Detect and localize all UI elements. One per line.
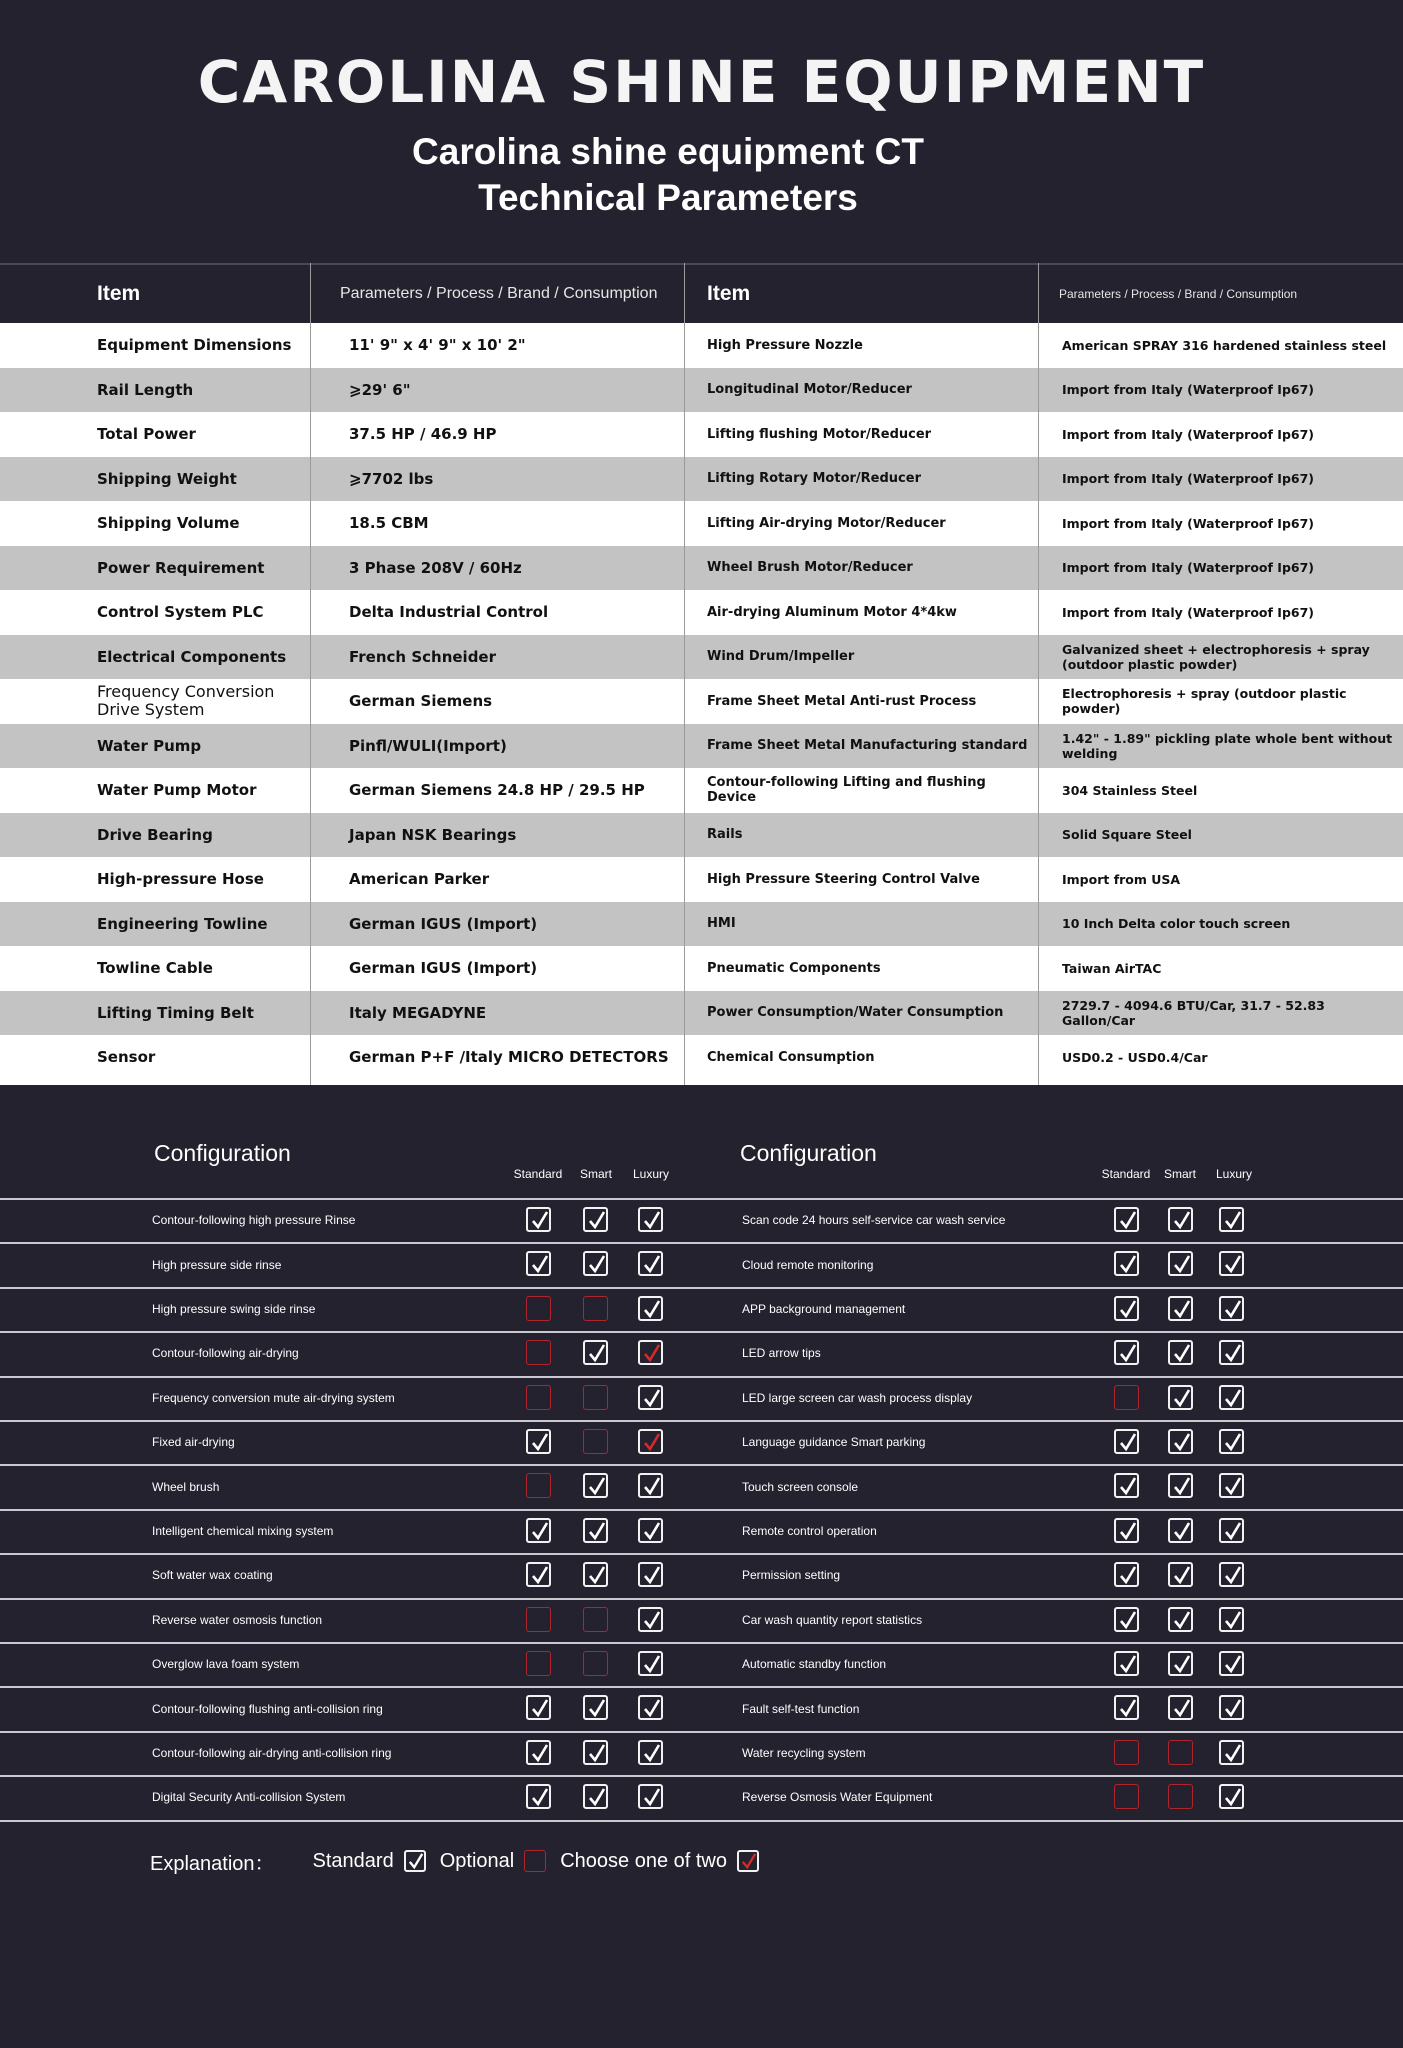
checked-box-icon xyxy=(1168,1429,1193,1454)
feature-label: Contour-following flushing anti-collision ring xyxy=(152,1701,383,1716)
table-row xyxy=(0,368,1403,413)
config-row xyxy=(0,1464,1403,1508)
checked-box-icon xyxy=(638,1473,663,1498)
item-value-2: Import from Italy (Waterproof Ip67) xyxy=(1062,471,1315,487)
subtitle-line-1: Carolina shine equipment CT xyxy=(412,131,924,172)
checked-box-icon xyxy=(1114,1296,1139,1321)
column-divider xyxy=(1038,263,1039,1085)
item-name: Towline Cable xyxy=(97,959,213,978)
checked-box-icon xyxy=(1219,1429,1244,1454)
item-name-2: Wind Drum/Impeller xyxy=(707,649,855,665)
checked-box-icon xyxy=(583,1518,608,1543)
checked-box-icon xyxy=(1219,1296,1244,1321)
checked-box-icon xyxy=(1168,1207,1193,1232)
item-name-2: Frame Sheet Metal Anti-rust Process xyxy=(707,693,977,709)
checked-box-icon xyxy=(1219,1562,1244,1587)
table-row xyxy=(0,546,1403,591)
item-value: 3 Phase 208V / 60Hz xyxy=(349,558,522,577)
feature-label: Contour-following high pressure Rinse xyxy=(152,1213,356,1228)
checked-box-icon xyxy=(638,1518,663,1543)
config-title-left: Configuration xyxy=(154,1140,291,1166)
config-row xyxy=(0,1331,1403,1375)
item-value-2: Import from Italy (Waterproof Ip67) xyxy=(1062,426,1315,442)
checked-box-icon xyxy=(526,1695,551,1720)
item-name-2: Power Consumption/Water Consumption xyxy=(707,1005,1004,1021)
column-standard-left: Standard xyxy=(513,1167,563,1181)
checked-box-icon xyxy=(526,1251,551,1276)
item-value: German Siemens xyxy=(349,692,493,711)
header-banner xyxy=(0,0,1403,263)
item-name: Engineering Towline xyxy=(97,914,268,933)
table-row xyxy=(0,412,1403,457)
checked-box-icon xyxy=(1168,1695,1193,1720)
table-row xyxy=(0,501,1403,546)
column-divider xyxy=(684,263,685,1085)
item-value: ⩾7702 lbs xyxy=(349,469,434,488)
feature-label: Contour-following air-drying xyxy=(152,1346,299,1361)
config-row xyxy=(0,1642,1403,1686)
empty-box-icon xyxy=(1168,1784,1193,1809)
item-value-2: 10 Inch Delta color touch screen xyxy=(1062,916,1291,932)
item-value: German IGUS (Import) xyxy=(349,914,538,933)
empty-box-icon xyxy=(583,1429,608,1454)
item-name-2: Lifting Rotary Motor/Reducer xyxy=(707,471,921,487)
checked-box-icon xyxy=(638,1695,663,1720)
checked-box-icon xyxy=(1219,1518,1244,1543)
checked-box-icon xyxy=(1114,1429,1139,1454)
checked-box-icon xyxy=(526,1207,551,1232)
checked-box-icon xyxy=(1114,1251,1139,1276)
feature-label: Cloud remote monitoring xyxy=(742,1257,874,1272)
feature-label: Fixed air-drying xyxy=(152,1435,235,1450)
item-value-2: Solid Square Steel xyxy=(1062,827,1192,843)
item-value: American Parker xyxy=(349,870,490,889)
item-name: Water Pump Motor xyxy=(97,781,257,800)
config-title-right: Configuration xyxy=(740,1140,877,1166)
item-name: Electrical Components xyxy=(97,647,287,666)
feature-label: Soft water wax coating xyxy=(152,1568,273,1583)
checked-box-icon xyxy=(1114,1562,1139,1587)
item-value-2: Galvanized sheet + electrophoresis + spray (outdoor plastic powder) xyxy=(1062,641,1370,672)
config-row xyxy=(0,1509,1403,1553)
config-row xyxy=(0,1420,1403,1464)
empty-box-icon xyxy=(1114,1385,1139,1410)
header-params-2: Parameters / Process / Brand / Consumption xyxy=(1059,287,1298,301)
checked-box-icon xyxy=(583,1340,608,1365)
column-standard-right: Standard xyxy=(1101,1167,1151,1181)
feature-label: Automatic standby function xyxy=(742,1657,887,1672)
feature-label: Fault self-test function xyxy=(742,1701,860,1716)
row-divider xyxy=(0,1820,1403,1822)
column-smart-left: Smart xyxy=(579,1167,612,1181)
empty-box-icon xyxy=(1114,1784,1139,1809)
feature-label: LED arrow tips xyxy=(742,1346,821,1361)
checked-box-icon xyxy=(1219,1784,1244,1809)
item-value-2: Taiwan AirTAC xyxy=(1062,960,1162,976)
item-value: 11' 9" x 4' 9" x 10' 2" xyxy=(349,336,526,355)
config-row xyxy=(0,1731,1403,1775)
item-name-2: High Pressure Nozzle xyxy=(707,337,863,353)
table-row xyxy=(0,768,1403,813)
config-row xyxy=(0,1598,1403,1642)
checked-box-icon xyxy=(1114,1607,1139,1632)
column-smart-right: Smart xyxy=(1163,1167,1196,1181)
item-name-2: HMI xyxy=(707,916,736,932)
item-name-2: Frame Sheet Metal Manufacturing standard xyxy=(707,738,1028,754)
feature-label: Overglow lava foam system xyxy=(152,1657,300,1672)
item-name: Drive Bearing xyxy=(97,825,213,844)
checked-box-icon xyxy=(1114,1651,1139,1676)
checked-box-icon xyxy=(583,1207,608,1232)
item-value: French Schneider xyxy=(349,647,497,666)
item-name-2: Longitudinal Motor/Reducer xyxy=(707,382,912,398)
item-name-2: Wheel Brush Motor/Reducer xyxy=(707,560,913,576)
empty-box-icon xyxy=(526,1607,551,1632)
item-value-2: Import from Italy (Waterproof Ip67) xyxy=(1062,560,1315,576)
table-row xyxy=(0,457,1403,502)
empty-box-icon xyxy=(526,1651,551,1676)
item-value: Delta Industrial Control xyxy=(349,603,549,622)
column-luxury-right: Luxury xyxy=(1215,1167,1253,1181)
feature-label: Permission setting xyxy=(742,1568,841,1583)
checked-box-icon xyxy=(1219,1385,1244,1410)
item-value: Pinfl/WULI(Import) xyxy=(349,736,507,755)
empty-box-icon xyxy=(526,1340,551,1365)
item-name-2: Air-drying Aluminum Motor 4*4kw xyxy=(707,604,957,620)
feature-label: High pressure swing side rinse xyxy=(152,1301,316,1316)
config-row xyxy=(0,1287,1403,1331)
feature-label: Intelligent chemical mixing system xyxy=(152,1523,334,1538)
item-name-2: High Pressure Steering Control Valve xyxy=(707,871,980,887)
empty-box-icon xyxy=(1114,1740,1139,1765)
checked-box-icon xyxy=(1168,1251,1193,1276)
empty-box-icon xyxy=(583,1607,608,1632)
checked-box-icon xyxy=(1168,1385,1193,1410)
item-value: 37.5 HP / 46.9 HP xyxy=(349,425,497,444)
feature-label: Frequency conversion mute air-drying system xyxy=(152,1390,395,1405)
item-value: Italy MEGADYNE xyxy=(349,1003,487,1022)
item-name: Equipment Dimensions xyxy=(97,336,292,355)
checked-box-icon xyxy=(1219,1740,1244,1765)
config-row xyxy=(0,1242,1403,1286)
item-name-2: Rails xyxy=(707,827,743,843)
config-row xyxy=(0,1686,1403,1730)
column-divider xyxy=(310,263,311,1085)
item-value-2: Electrophoresis + spray (outdoor plastic powder) xyxy=(1062,686,1347,717)
checked-box-icon xyxy=(1168,1651,1193,1676)
checked-box-icon xyxy=(638,1251,663,1276)
checked-box-icon xyxy=(638,1562,663,1587)
red-check-box-icon xyxy=(737,1850,759,1872)
checked-box-icon xyxy=(526,1562,551,1587)
table-row xyxy=(0,991,1403,1036)
item-value-2: USD0.2 - USD0.4/Car xyxy=(1062,1049,1208,1065)
item-value: Japan NSK Bearings xyxy=(349,825,517,844)
item-name: High-pressure Hose xyxy=(97,870,264,889)
item-name-2: Chemical Consumption xyxy=(707,1049,875,1065)
red-check-box-icon xyxy=(638,1340,663,1365)
checked-box-icon xyxy=(1219,1695,1244,1720)
feature-label: Scan code 24 hours self-service car wash service xyxy=(742,1213,1006,1228)
checked-box-icon xyxy=(1219,1207,1244,1232)
checked-box-icon xyxy=(638,1651,663,1676)
checked-box-icon xyxy=(1168,1296,1193,1321)
item-name: Water Pump xyxy=(97,736,202,755)
empty-box-icon xyxy=(1168,1740,1193,1765)
table-row xyxy=(0,323,1403,368)
legend xyxy=(150,1848,773,1874)
item-value-2: American SPRAY 316 hardened stainless steel xyxy=(1062,337,1387,353)
header-item: Item xyxy=(97,282,141,305)
table-row xyxy=(0,902,1403,947)
item-value: German P+F /Italy MICRO DETECTORS xyxy=(349,1048,669,1067)
item-value-2: Import from USA xyxy=(1062,871,1181,887)
item-value-2: Import from Italy (Waterproof Ip67) xyxy=(1062,382,1315,398)
item-name-2: Lifting Air-drying Motor/Reducer xyxy=(707,515,946,531)
checked-box-icon xyxy=(1168,1518,1193,1543)
checked-box-icon xyxy=(526,1518,551,1543)
checked-box-icon xyxy=(1114,1695,1139,1720)
item-name: Frequency Conversion Drive System xyxy=(97,682,275,720)
item-value-2: 2729.7 - 4094.6 BTU/Car, 31.7 - 52.83 Gallon/Car xyxy=(1062,997,1325,1028)
feature-label: Language guidance Smart parking xyxy=(742,1435,926,1450)
checked-box-icon xyxy=(583,1740,608,1765)
config-row xyxy=(0,1198,1403,1242)
empty-box-icon xyxy=(583,1651,608,1676)
checked-box-icon xyxy=(1219,1473,1244,1498)
checked-box-icon xyxy=(526,1429,551,1454)
checked-box-icon xyxy=(1168,1562,1193,1587)
checked-box-icon xyxy=(583,1562,608,1587)
item-name: Shipping Weight xyxy=(97,469,237,488)
feature-label: APP background management xyxy=(742,1301,906,1316)
technical-parameters-table xyxy=(0,263,1403,1085)
checked-box-icon xyxy=(583,1695,608,1720)
item-name: Sensor xyxy=(97,1048,156,1067)
checked-box-icon xyxy=(1114,1518,1139,1543)
item-value-2: Import from Italy (Waterproof Ip67) xyxy=(1062,604,1315,620)
item-value-2: 1.42" - 1.89" pickling plate whole bent without welding xyxy=(1062,730,1393,761)
table-row xyxy=(0,635,1403,680)
item-value: German Siemens 24.8 HP / 29.5 HP xyxy=(349,781,645,800)
checked-box-icon xyxy=(1168,1340,1193,1365)
item-name-2: Contour-following Lifting and flushing Device xyxy=(707,775,986,806)
feature-label: Reverse water osmosis function xyxy=(152,1612,323,1627)
item-name: Lifting Timing Belt xyxy=(97,1003,254,1022)
feature-label: Remote control operation xyxy=(742,1523,877,1538)
table-header xyxy=(0,263,1403,323)
item-name-2: Lifting flushing Motor/Reducer xyxy=(707,426,932,442)
feature-label: LED large screen car wash process display xyxy=(742,1390,973,1405)
column-luxury-left: Luxury xyxy=(632,1167,670,1181)
item-name: Power Requirement xyxy=(97,558,265,577)
empty-box-icon xyxy=(583,1296,608,1321)
legend-title: Explanation： xyxy=(150,1852,275,1875)
legend-choose-one-label: Choose one of two xyxy=(560,1849,727,1872)
feature-label: Car wash quantity report statistics xyxy=(742,1612,923,1627)
checked-box-icon xyxy=(638,1207,663,1232)
empty-box-icon xyxy=(524,1850,546,1872)
item-value: 18.5 CBM xyxy=(349,514,429,533)
item-name: Rail Length xyxy=(97,380,194,399)
checked-box-icon xyxy=(1114,1473,1139,1498)
empty-box-icon xyxy=(526,1385,551,1410)
config-row xyxy=(0,1376,1403,1420)
table-row xyxy=(0,813,1403,858)
checked-box-icon xyxy=(583,1473,608,1498)
table-row xyxy=(0,679,1403,724)
checked-box-icon xyxy=(1219,1251,1244,1276)
config-row xyxy=(0,1553,1403,1597)
table-row xyxy=(0,857,1403,902)
header-params: Parameters / Process / Brand / Consumption xyxy=(340,285,658,302)
legend-standard-label: Standard xyxy=(312,1849,394,1872)
item-value: ⩾29' 6" xyxy=(349,380,411,399)
table-row xyxy=(0,1035,1403,1080)
feature-label: Water recycling system xyxy=(742,1745,866,1760)
feature-label: Contour-following air-drying anti-collision ring xyxy=(152,1745,392,1760)
config-row xyxy=(0,1775,1403,1819)
brand-title: CAROLINA SHINE EQUIPMENT xyxy=(197,48,1206,116)
checked-box-icon xyxy=(1114,1340,1139,1365)
table-row xyxy=(0,590,1403,635)
checked-box-icon xyxy=(638,1385,663,1410)
checked-box-icon xyxy=(1168,1473,1193,1498)
checked-box-icon xyxy=(1219,1651,1244,1676)
empty-box-icon xyxy=(526,1296,551,1321)
item-name: Control System PLC xyxy=(97,603,264,622)
checked-box-icon xyxy=(1219,1340,1244,1365)
checked-box-icon xyxy=(404,1850,426,1872)
checked-box-icon xyxy=(638,1740,663,1765)
empty-box-icon xyxy=(583,1385,608,1410)
checked-box-icon xyxy=(583,1251,608,1276)
item-name: Shipping Volume xyxy=(97,514,240,533)
subtitle-line-2: Technical Parameters xyxy=(478,177,858,218)
item-name: Total Power xyxy=(97,425,196,444)
table-row xyxy=(0,946,1403,991)
checked-box-icon xyxy=(638,1607,663,1632)
feature-label: Reverse Osmosis Water Equipment xyxy=(742,1790,933,1805)
checked-box-icon xyxy=(1168,1607,1193,1632)
checked-box-icon xyxy=(1219,1607,1244,1632)
feature-label: High pressure side rinse xyxy=(152,1257,282,1272)
item-value-2: Import from Italy (Waterproof Ip67) xyxy=(1062,515,1315,531)
checked-box-icon xyxy=(526,1784,551,1809)
item-value-2: 304 Stainless Steel xyxy=(1062,782,1198,798)
red-check-box-icon xyxy=(638,1429,663,1454)
feature-label: Wheel brush xyxy=(152,1479,220,1494)
checked-box-icon xyxy=(526,1740,551,1765)
legend-optional-label: Optional xyxy=(439,1849,515,1872)
checked-box-icon xyxy=(1114,1207,1139,1232)
checked-box-icon xyxy=(638,1784,663,1809)
table-row xyxy=(0,724,1403,769)
header-item-2: Item xyxy=(707,282,751,305)
item-value: German IGUS (Import) xyxy=(349,959,538,978)
feature-label: Digital Security Anti-collision System xyxy=(152,1790,346,1805)
item-name-2: Pneumatic Components xyxy=(707,960,881,976)
empty-box-icon xyxy=(526,1473,551,1498)
checked-box-icon xyxy=(583,1784,608,1809)
feature-label: Touch screen console xyxy=(742,1479,859,1494)
checked-box-icon xyxy=(638,1296,663,1321)
